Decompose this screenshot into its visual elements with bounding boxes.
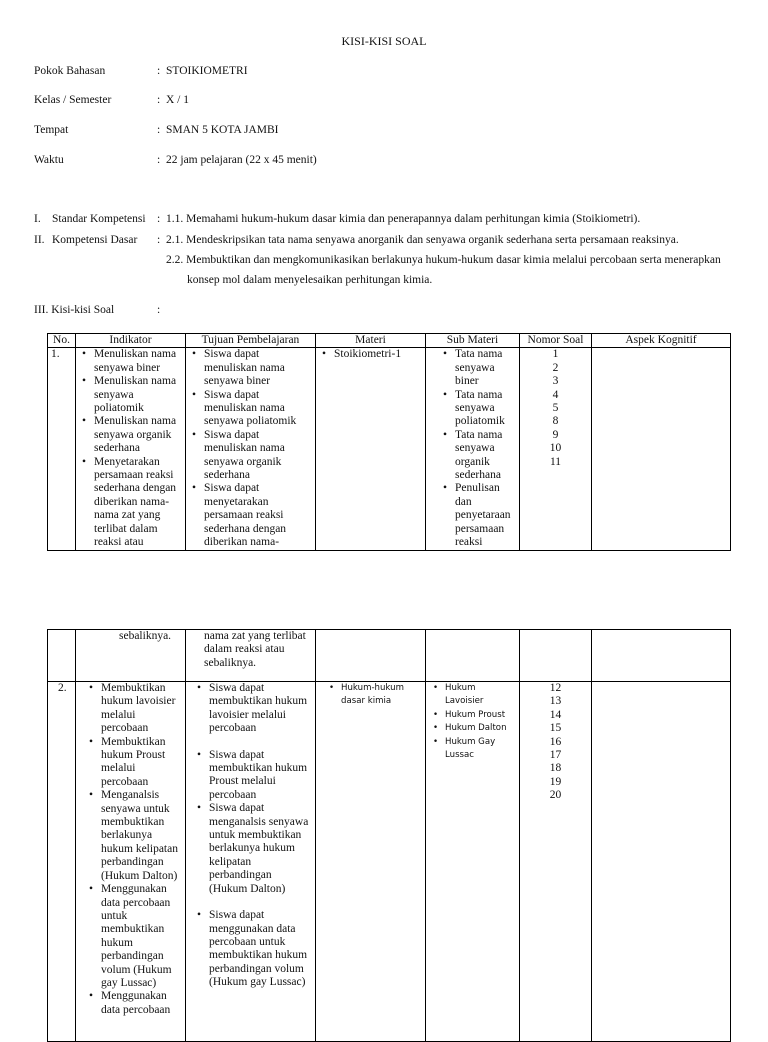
question-number: 13 — [549, 695, 562, 708]
kisi-table-part-2 — [47, 629, 731, 1042]
table-header-row — [48, 334, 731, 348]
info-value-kelas-semester: X / 1 — [166, 94, 189, 106]
page-title: KISI-KISI SOAL — [341, 34, 427, 48]
header-aspek-kognitif: Aspek Kognitif — [592, 334, 731, 348]
question-number: 5 — [552, 402, 559, 415]
materi-cell — [316, 682, 426, 1042]
list-item: • Siswa dapat menyetarakan persamaan reaksi sederhana dengan diberikan nama- — [204, 482, 312, 549]
question-number: 18 — [549, 762, 562, 775]
header-nomor-soal: Nomor Soal — [520, 334, 592, 348]
tujuan-cell — [186, 682, 316, 1042]
indikator-cell — [76, 348, 186, 551]
kompetensi-number: II. — [34, 234, 45, 246]
info-value-tempat: SMAN 5 KOTA JAMBI — [166, 124, 279, 136]
standar-number: I. — [34, 213, 41, 225]
header-indikator: Indikator — [76, 334, 186, 348]
question-number: 12 — [549, 682, 562, 694]
row-number: 1. — [48, 348, 76, 551]
list-item: • Siswa dapat membuktikan hukum lavoisier melalui percobaan — [209, 682, 312, 736]
question-number: 1 — [552, 348, 559, 361]
list-item: • Hukum Gay Lussac — [445, 736, 516, 763]
question-number: 2 — [552, 361, 559, 374]
question-number: 3 — [552, 375, 559, 388]
list-item: • Tata nama senyawa poliatomik — [455, 389, 516, 429]
question-number: 20 — [549, 789, 562, 802]
header-no: No. — [48, 334, 76, 348]
list-item: • Stoikiometri-1 — [334, 348, 422, 361]
info-label-waktu: Waktu — [34, 154, 64, 166]
kisi-colon: : — [157, 304, 161, 316]
info-label-tempat: Tempat — [34, 124, 69, 136]
question-number: 15 — [549, 722, 562, 735]
list-item: • Siswa dapat menuliskan nama senyawa organik sederhana — [204, 429, 312, 483]
header-sub-materi: Sub Materi — [426, 334, 520, 348]
list-item: • Hukum Lavoisier — [445, 682, 516, 709]
info-value-waktu: 22 jam pelajaran (22 x 45 menit) — [166, 154, 317, 166]
list-item: • Menggunakan data percobaan untuk membuktikan hukum perbandingan volum (Hukum gay Lussac) — [101, 883, 182, 990]
list-item: • Siswa dapat menganalsis senyawa untuk membuktikan berlakunya hukum kelipatan perbandingan (Hukum Dalton) — [209, 802, 312, 896]
question-number: 4 — [552, 388, 559, 401]
kompetensi-label: Kompetensi Dasar — [52, 234, 138, 246]
list-item: • Menuliskan nama senyawa biner — [94, 348, 182, 375]
list-item: • Siswa dapat menuliskan nama senyawa poliatomik — [204, 389, 312, 429]
materi-cell — [316, 348, 426, 551]
list-item: • Siswa dapat menuliskan nama senyawa biner — [204, 348, 312, 388]
list-item: • Menggunakan data percobaan — [101, 990, 182, 1017]
question-number: 9 — [552, 428, 559, 441]
list-item: • Hukum Proust — [445, 709, 516, 722]
nomor-soal-cell — [520, 348, 592, 551]
row-number: 2. — [48, 682, 76, 1042]
table-row — [48, 348, 731, 551]
question-number: 10 — [549, 442, 562, 455]
list-item: • Menganalsis senyawa untuk membuktikan berlakunya hukum kelipatan perbandingan (Hukum Dalton) — [101, 789, 182, 883]
list-item: • Siswa dapat membuktikan hukum Proust melalui percobaan — [209, 749, 312, 803]
question-number: 14 — [549, 708, 562, 721]
kisi-label: III. Kisi-kisi Soal — [34, 304, 115, 316]
indikator-cell — [76, 682, 186, 1042]
table-row — [48, 630, 731, 682]
nomor-soal-cell — [520, 682, 592, 1042]
info-colon: : — [157, 124, 161, 136]
kompetensi-colon: : — [157, 234, 161, 246]
kisi-table-part-1 — [47, 333, 731, 551]
header-tujuan: Tujuan Pembelajaran — [186, 334, 316, 348]
info-colon: : — [157, 65, 161, 77]
kompetensi-item-2-2-cont: konsep mol dalam menyelesaikan perhitungan kimia. — [187, 274, 433, 286]
header-materi: Materi — [316, 334, 426, 348]
info-colon: : — [157, 94, 161, 106]
list-item: • Membuktikan hukum Proust melalui percobaan — [101, 736, 182, 790]
info-value-pokok-bahasan: STOIKIOMETRI — [166, 65, 248, 77]
info-colon: : — [157, 154, 161, 166]
question-number: 17 — [549, 749, 562, 762]
aspek-kognitif-cell — [592, 682, 731, 1042]
info-label-pokok-bahasan: Pokok Bahasan — [34, 65, 106, 77]
kompetensi-item-2-1: 2.1. Mendeskripsikan tata nama senyawa anorganik dan senyawa organik sederhana serta persamaan reaksinya. — [166, 234, 679, 246]
question-number: 19 — [549, 775, 562, 788]
list-item: • Menyetarakan persamaan reaksi sederhana dengan diberikan nama-nama zat yang terlibat dalam reaksi atau — [94, 456, 182, 550]
table-row — [48, 682, 731, 1042]
list-item: • Membuktikan hukum lavoisier melalui percobaan — [101, 682, 182, 736]
info-label-kelas-semester: Kelas / Semester — [34, 94, 112, 106]
list-item: • Hukum Dalton — [445, 722, 516, 735]
list-item: • Menuliskan nama senyawa organik sederhana — [94, 415, 182, 455]
standar-label: Standar Kompetensi — [52, 213, 146, 225]
indikator-continuation: sebaliknya. — [119, 630, 172, 642]
tujuan-cell — [186, 348, 316, 551]
sub-materi-cell — [426, 682, 520, 1042]
list-item: • Tata nama senyawa biner — [455, 348, 516, 388]
sub-materi-cell — [426, 348, 520, 551]
tujuan-continuation: nama zat yang terlibat dalam reaksi atau sebaliknya. — [204, 630, 306, 669]
list-item: • Menuliskan nama senyawa poliatomik — [94, 375, 182, 415]
list-item: • Siswa dapat menggunakan data percobaan untuk membuktikan hukum perbandingan volum (Hukum gay Lussac) — [209, 909, 312, 989]
question-number: 16 — [549, 735, 562, 748]
list-item: • Penulisan dan penyetaraan persamaan reaksi — [455, 482, 516, 549]
kompetensi-item-2-2: 2.2. Membuktikan dan mengkomunikasikan berlakunya hukum-hukum dasar kimia melalui percobaan serta menerapkan — [166, 254, 721, 266]
standar-text: 1.1. Memahami hukum-hukum dasar kimia dan penerapannya dalam perhitungan kimia (Stoikiometri). — [166, 213, 641, 225]
list-item: • Hukum-hukum dasar kimia — [341, 682, 422, 709]
standar-colon: : — [157, 213, 161, 225]
question-number: 11 — [549, 455, 562, 468]
question-number: 8 — [552, 415, 559, 428]
list-item: • Tata nama senyawa organik sederhana — [455, 429, 516, 483]
aspek-kognitif-cell — [592, 348, 731, 551]
